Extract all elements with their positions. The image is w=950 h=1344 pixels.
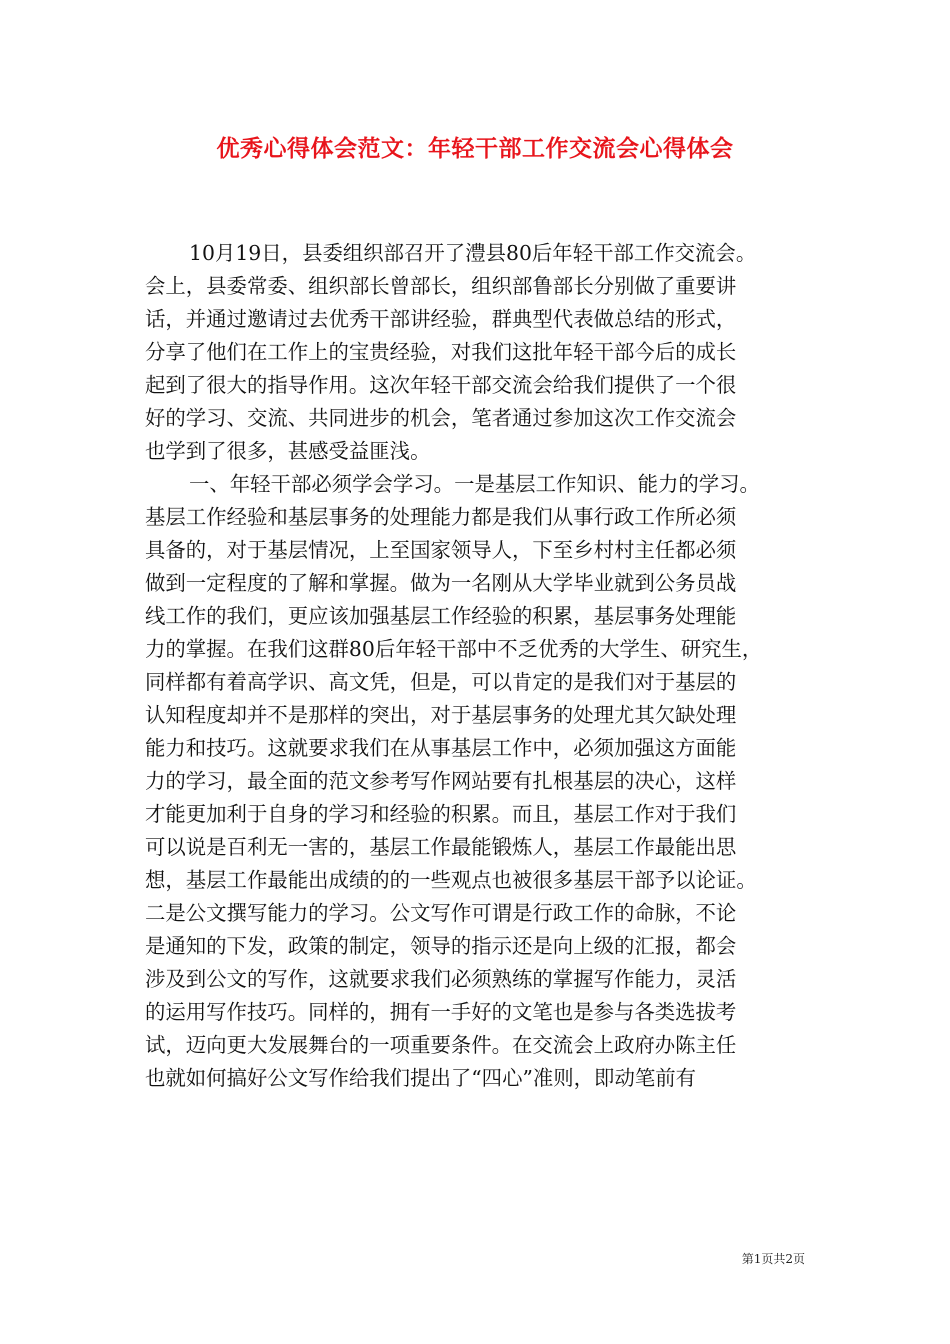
document-title: 优秀心得体会范文：年轻干部工作交流会心得体会 (216, 135, 734, 162)
text-line: 具备的，对于基层情况，上至国家领导人，下至乡村村主任都必须 (145, 538, 737, 562)
text-line: 也学到了很多，甚感受益匪浅。 (145, 439, 431, 463)
text-line: 也就如何搞好公文写作给我们提出了“四心”准则，即动笔前有 (145, 1066, 697, 1090)
text-line: 同样都有着高学识、高文凭，但是，可以肯定的是我们对于基层的 (145, 670, 737, 694)
text-line: 认知程度却并不是那样的突出，对于基层事务的处理尤其欠缺处理 (145, 703, 737, 727)
document-body (145, 237, 830, 1095)
text-line: 话，并通过邀请过去优秀干部讲经验，群典型代表做总结的形式， (145, 307, 737, 331)
text-line: 会上，县委常委、组织部长曾部长，组织部鲁部长分别做了重要讲 (145, 274, 737, 298)
text-line: 想，基层工作最能出成绩的的一些观点也被很多基层干部予以论证。 (145, 868, 757, 892)
text-line: 做到一定程度的了解和掌握。做为一名刚从大学毕业就到公务员战 (145, 571, 737, 595)
text-line: 能力和技巧。这就要求我们在从事基层工作中，必须加强这方面能 (145, 736, 737, 760)
text-line: 一、年轻干部必须学会学习。一是基层工作知识、能力的学习。 (189, 472, 760, 496)
text-line: 力的学习，最全面的范文参考写作网站要有扎根基层的决心，这样 (145, 769, 737, 793)
text-line: 10月19日，县委组织部召开了澧县80后年轻干部工作交流会。 (189, 241, 757, 265)
text-line: 才能更加利于自身的学习和经验的积累。而且，基层工作对于我们 (145, 802, 737, 826)
text-line: 起到了很大的指导作用。这次年轻干部交流会给我们提供了一个很 (145, 373, 737, 397)
text-line: 基层工作经验和基层事务的处理能力都是我们从事行政工作所必须 (145, 505, 737, 529)
text-line: 力的掌握。在我们这群80后年轻干部中不乏优秀的大学生、研究生， (145, 637, 763, 661)
text-line: 分享了他们在工作上的宝贵经验，对我们这批年轻干部今后的成长 (145, 340, 737, 364)
text-line: 好的学习、交流、共同进步的机会，笔者通过参加这次工作交流会 (145, 406, 737, 430)
text-line: 涉及到公文的写作，这就要求我们必须熟练的掌握写作能力，灵活 (145, 967, 737, 991)
text-line: 是通知的下发，政策的制定，领导的指示还是向上级的汇报，都会 (145, 934, 737, 958)
text-line: 试，迈向更大发展舞台的一项重要条件。在交流会上政府办陈主任 (145, 1033, 737, 1057)
text-line: 线工作的我们，更应该加强基层工作经验的积累，基层事务处理能 (145, 604, 737, 628)
text-line: 的运用写作技巧。同样的，拥有一手好的文笔也是参与各类选拔考 (145, 1000, 737, 1024)
text-line: 可以说是百利无一害的，基层工作最能锻炼人，基层工作最能出思 (145, 835, 737, 859)
text-line: 二是公文撰写能力的学习。公文写作可谓是行政工作的命脉，不论 (145, 901, 737, 925)
page-number: 第1页共2页 (741, 1252, 805, 1266)
